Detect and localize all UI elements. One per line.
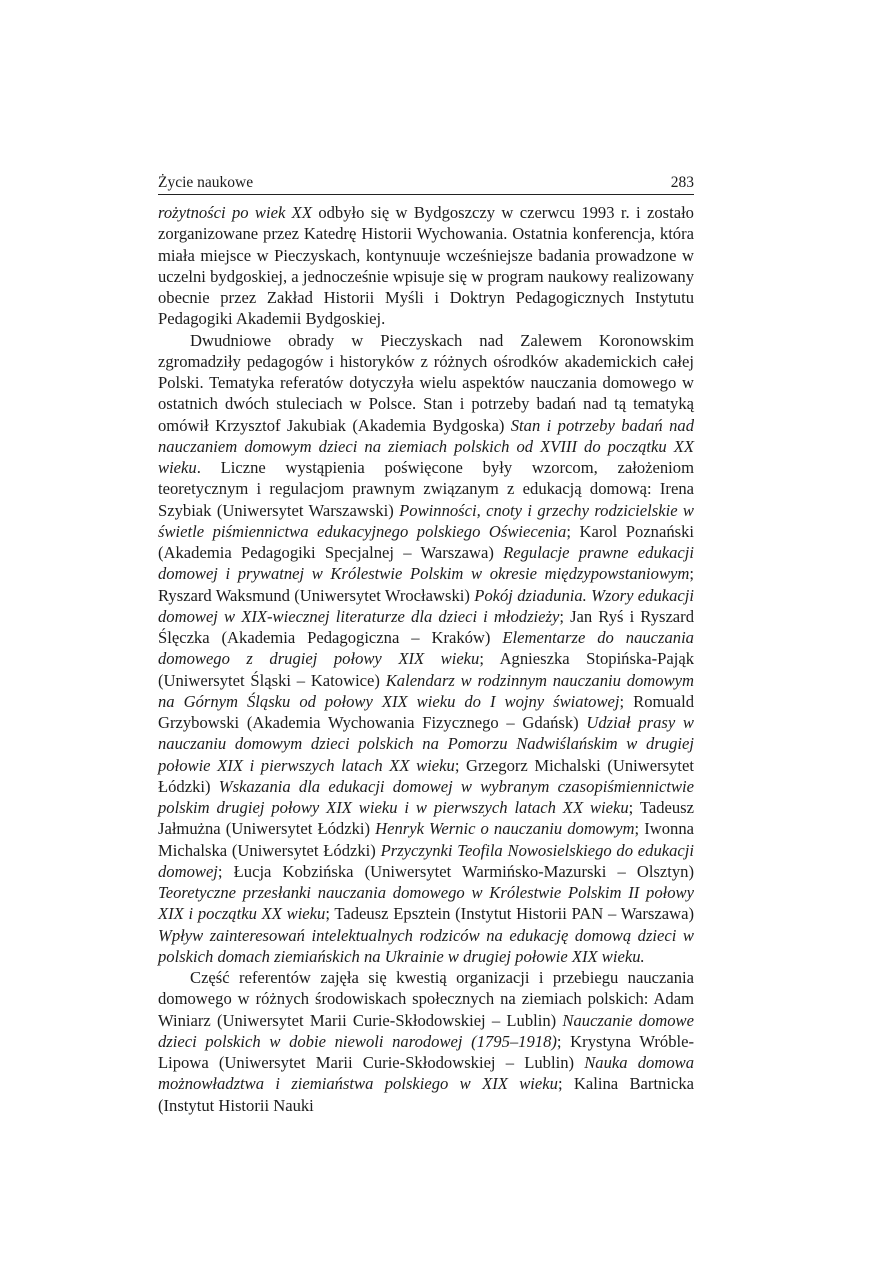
italic-title: rożytności po wiek XX xyxy=(158,203,312,222)
italic-title: Elementarze do nauczania domowego z drugiej połowy XIX wieku xyxy=(158,628,694,669)
italic-title: Pokój dziadunia. Wzory edukacji domowej w XIX-wiecznej literaturze dla dzieci i młodzieży xyxy=(158,585,694,626)
text-run: Dwudniowe obrady w Pieczyskach nad Zalewem Koronowskim zgromadziły pedagogów i historyków z różnych ośrodków akademickich całej Polski. Tematyka referatów dotyczyła wielu aspektów nauczania domowego w ostatnich dwóch stuleciach w Polsce. Stan i potrzeby badań nad tą tematyką omówił Krzysztof Jakubiak (Akademia Bydgoska) xyxy=(158,330,694,435)
italic-title: Teoretyczne przesłanki nauczania domowego w Królestwie Polskim II połowy XIX i początku XX wieku xyxy=(158,883,694,924)
header-rule xyxy=(158,194,694,195)
italic-title: Przyczynki Teofila Nowosielskiego do edukacji domowej xyxy=(158,840,694,881)
text-run: ; Łucja Kobzińska (Uniwersytet Warmińsko-Mazurski – Olsztyn) xyxy=(217,861,694,881)
italic-title: Stan i potrzeby badań nad nauczaniem domowym dzieci na ziemiach polskich od XVIII do początku XX wieku xyxy=(158,415,694,477)
text-run: ; Iwonna Michalska (Uniwersytet Łódzki) xyxy=(158,819,694,860)
text-run: Część referentów zajęła się kwestią organizacji i przebiegu nauczania domowego w różnych środowiskach społecznych na ziemiach polskich: Adam Winiarz (Uniwersytet Marii Curie-Skłodowskiej – Lublin) xyxy=(158,968,694,1030)
text-run: ; Kalina Bartnicka (Instytut Historii Nauki xyxy=(158,1074,694,1115)
text-run: ; Ryszard Waksmund (Uniwersytet Wrocławski) xyxy=(158,564,694,605)
italic-title: Regulacje prawne edukacji domowej i prywatnej w Królestwie Polskim w okresie międzypowstaniowym xyxy=(158,543,694,584)
text-run: . Liczne wystąpienia poświęcone były wzorcom, założeniom teoretycznym i regulacjom prawnym związanym z edukacją domową: Irena Szybiak (Uniwersytet Warszawski) xyxy=(158,458,694,520)
text-run: ; Romuald Grzybowski (Akademia Wychowania Fizycznego – Gdańsk) xyxy=(158,691,694,732)
text-run: ; Karol Poznański (Akademia Pedagogiki Specjalnej – Warszawa) xyxy=(158,521,695,562)
italic-title: Henryk Wernic o nauczaniu domowym xyxy=(375,819,635,839)
text-run: ; Grzegorz Michalski (Uniwersytet Łódzki) xyxy=(158,755,694,796)
page-number: 283 xyxy=(670,174,694,191)
paragraph xyxy=(158,202,694,330)
italic-title: Kalendarz w rodzinnym nauczaniu domowym na Górnym Śląsku od połowy XIX wieku do I wojny światowej xyxy=(158,670,694,711)
paragraph xyxy=(158,330,694,968)
italic-title: Nauka domowa możnowładztwa i ziemiaństwa polskiego w XIX wieku xyxy=(158,1053,695,1094)
text-run: odbyło się w Bydgoszczy w czerwcu 1993 r. i zostało zorganizowane przez Katedrę Historii Wychowania. Ostatnia konferencja, która miała miejsce w Pieczyskach, kontynuuje wcześniejsze badania prowadzone w uczelni bydgoskiej, a jednocześnie wpisuje się w program naukowy realizowany obecnie przez Zakład Historii Myśli i Doktryn Pedagogicznych Instytutu Pedagogiki Akademii Bydgoskiej. xyxy=(158,203,694,329)
italic-title: Udział prasy w nauczaniu domowym dzieci polskich na Pomorzu Nadwiślańskim w drugiej połowie XIX i pierwszych latach XX wieku xyxy=(158,713,695,775)
article-body xyxy=(158,202,694,1116)
italic-title: Nauczanie domowe dzieci polskich w dobie niewoli narodowej (1795–1918) xyxy=(158,1010,694,1051)
italic-title: Powinności, cnoty i grzechy rodzicielskie w świetle piśmiennictwa edukacyjnego polskiego Oświecenia xyxy=(158,500,694,541)
text-run: ; Jan Ryś i Ryszard Ślęczka (Akademia Pedagogiczna – Kraków) xyxy=(158,606,694,647)
italic-title: Wpływ zainteresowań intelektualnych rodziców na edukację domową dzieci w polskich domach ziemiańskich na Ukrainie w drugiej połowie XIX wieku. xyxy=(158,925,694,966)
paragraph xyxy=(158,967,694,1116)
running-header xyxy=(158,174,694,192)
text-run: ; Krystyna Wróble-Lipowa (Uniwersytet Marii Curie-Skłodowskiej – Lublin) xyxy=(158,1031,695,1072)
text-run: ; Tadeusz Jałmużna (Uniwersytet Łódzki) xyxy=(158,798,694,839)
text-run: ; Agnieszka Stopińska-Pająk (Uniwersytet Śląski – Katowice) xyxy=(158,649,694,690)
text-run: ; Tadeusz Epsztein (Instytut Historii PAN – Warszawa) xyxy=(325,904,694,924)
italic-title: Wskazania dla edukacji domowej w wybranym czasopiśmiennictwie polskim drugiej połowy XIX wieku i w pierwszych latach XX wieku xyxy=(158,776,694,817)
section-title: Życie naukowe xyxy=(158,174,254,191)
